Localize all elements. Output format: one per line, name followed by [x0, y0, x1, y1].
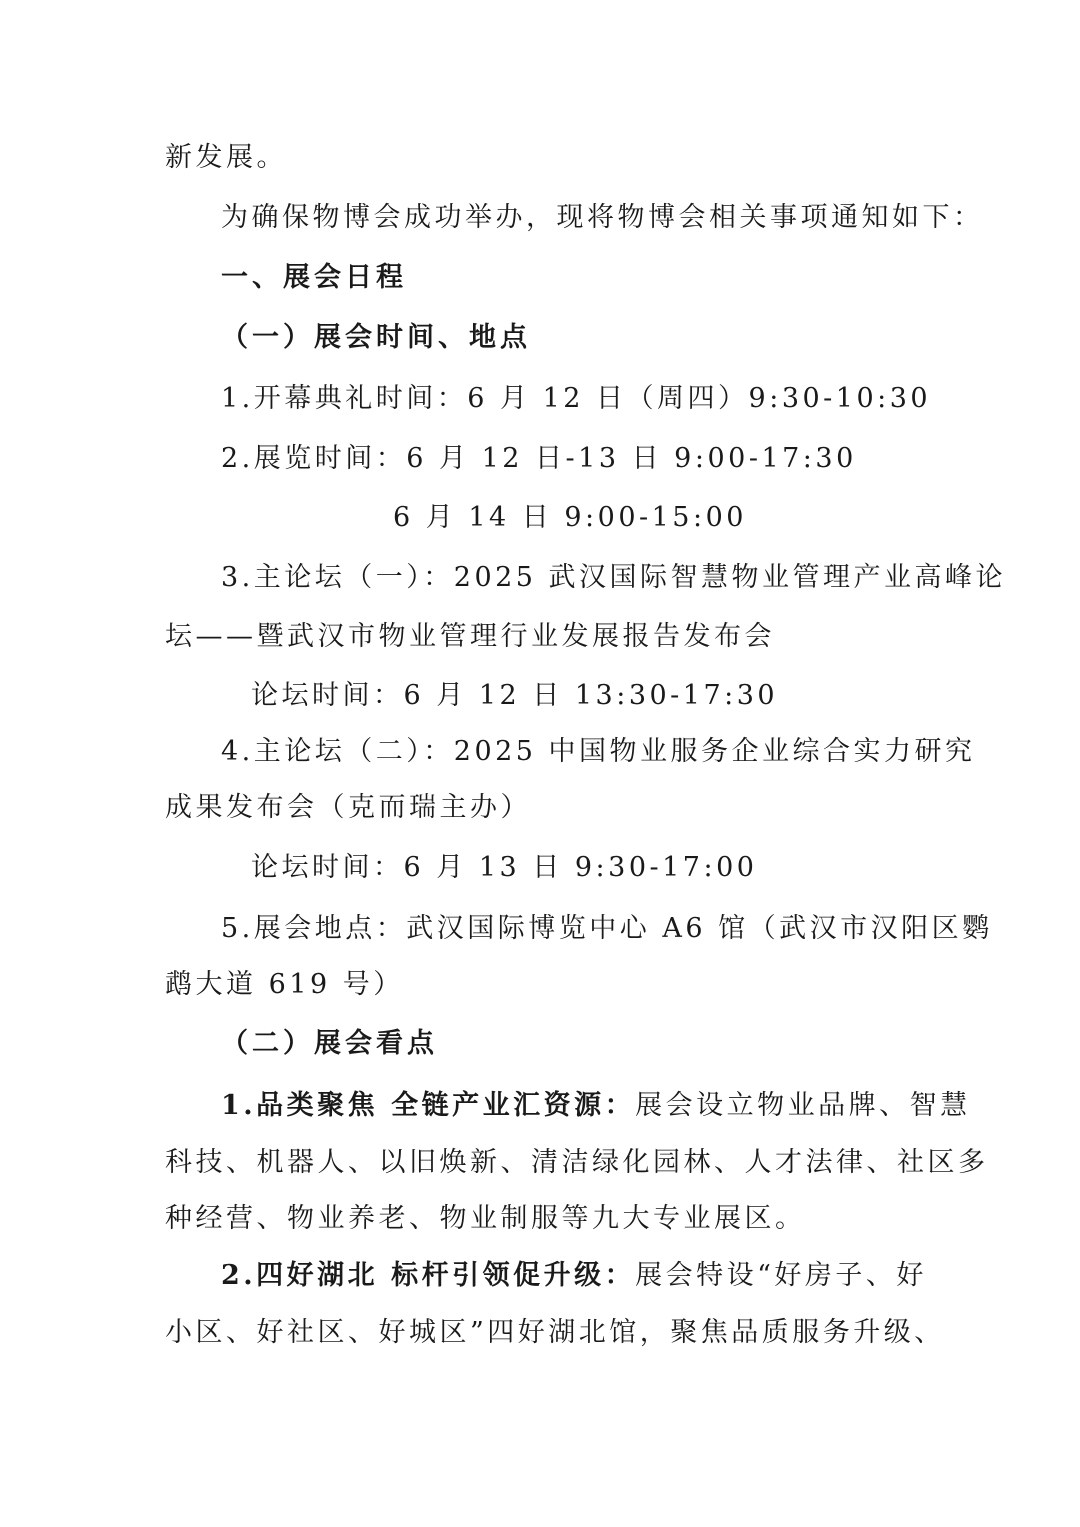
line-text: 展会特设“好房子、好 [635, 1260, 927, 1291]
text-line: 坛——暨武汉市物业管理行业发展报告发布会 [165, 621, 775, 652]
text-line: 6 月 14 日 9:00-15:00 [393, 502, 747, 533]
text-line [221, 1086, 971, 1126]
bold-lead: 2.四好湖北 标杆引领促升级： [221, 1260, 636, 1291]
text-line: 成果发布会（克而瑞主办） [165, 792, 531, 823]
text-line: 论坛时间：6 月 12 日 13:30-17:30 [251, 680, 779, 711]
text-line [221, 1256, 927, 1296]
text-line: 为确保物博会成功举办，现将物博会相关事项通知如下： [221, 202, 984, 233]
subsection-heading: （二）展会看点 [221, 1028, 438, 1059]
text-line: 论坛时间：6 月 13 日 9:30-17:00 [251, 852, 758, 883]
text-line: 小区、好社区、好城区”四好湖北馆，聚焦品质服务升级、 [165, 1317, 945, 1348]
text-line: 5.展会地点：武汉国际博览中心 A6 馆（武汉市汉阳区鹦 [221, 913, 993, 944]
text-line: 1.开幕典礼时间：6 月 12 日（周四）9:30-10:30 [221, 383, 932, 414]
text-line: 新发展。 [165, 142, 287, 173]
text-line: 3.主论坛（一）：2025 武汉国际智慧物业管理产业高峰论 [221, 562, 1007, 593]
text-line: 鹉大道 619 号） [165, 969, 404, 1000]
line-text: 展会设立物业品牌、智慧 [635, 1090, 971, 1121]
bold-lead: 1.品类聚焦 全链产业汇资源： [221, 1090, 636, 1121]
text-line: 种经营、物业养老、物业制服等九大专业展区。 [165, 1203, 806, 1234]
text-line: 2.展览时间：6 月 12 日-13 日 9:00-17:30 [221, 443, 857, 474]
text-line: 4.主论坛（二）：2025 中国物业服务企业综合实力研究 [221, 736, 976, 767]
text-line: 科技、机器人、以旧焕新、清洁绿化园林、人才法律、社区多 [165, 1147, 989, 1178]
section-heading: 一、展会日程 [221, 262, 407, 293]
subsection-heading: （一）展会时间、地点 [221, 322, 531, 353]
